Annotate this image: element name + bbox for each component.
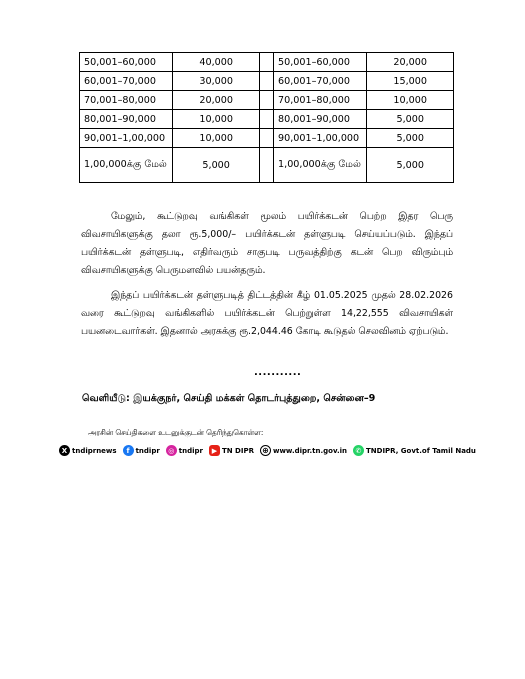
social-instagram[interactable] xyxy=(166,445,203,456)
table-cell: 40,000 xyxy=(173,53,260,72)
facebook-icon: f xyxy=(123,445,134,456)
table-cell: 20,000 xyxy=(173,91,260,110)
table-cell: 10,000 xyxy=(173,129,260,148)
social-label: tndiprnews xyxy=(72,446,117,455)
paragraph-bigger-farmers xyxy=(81,208,453,280)
table-row xyxy=(80,91,454,110)
table-cell: 20,000 xyxy=(367,53,454,72)
table-row xyxy=(80,148,454,183)
table-cell: 5,000 xyxy=(367,110,454,129)
table-cell: 1,00,000க்கு மேல் xyxy=(80,148,173,183)
social-bar xyxy=(59,445,476,456)
social-label: tndipr xyxy=(178,446,203,455)
table-row xyxy=(80,53,454,72)
table-cell: 80,001–90,000 xyxy=(274,110,367,129)
table-cell: 5,000 xyxy=(367,148,454,183)
paragraph-beneficiaries xyxy=(81,287,453,341)
table-cell: 30,000 xyxy=(173,72,260,91)
follow-text: அரசின் செய்திகளை உடனுக்குடன் தெரிந்துகொள்ள: xyxy=(88,428,264,437)
table-cell: 5,000 xyxy=(173,148,260,183)
table-row xyxy=(80,110,454,129)
table-row xyxy=(80,129,454,148)
social-label: TN DIPR xyxy=(221,446,254,455)
table-cell: 90,001–1,00,000 xyxy=(274,129,367,148)
table-cell: 50,001–60,000 xyxy=(80,53,173,72)
social-label: tndipr xyxy=(135,446,160,455)
table-cell: 70,001–80,000 xyxy=(274,91,367,110)
release-line: வெளியீடு: இயக்குநர், செய்தி மக்கள் தொடர்புத்துறை, சென்னை–9 xyxy=(82,393,376,404)
social-label: TNDIPR, Govt.of Tamil Nadu xyxy=(366,446,476,455)
table-cell: 10,000 xyxy=(367,91,454,110)
table-cell: 60,001–70,000 xyxy=(80,72,173,91)
social-x[interactable] xyxy=(59,445,117,456)
instagram-icon: ◎ xyxy=(166,445,177,456)
youtube-icon: ▶ xyxy=(209,445,220,456)
table-cell: 5,000 xyxy=(367,129,454,148)
paragraph-text: மேலும், கூட்டுறவு வங்கிகள் மூலம் பயிர்க்கடன் பெற்ற இதர பெரு விவசாயிகளுக்கு தலா ரூ.5,000/– பயிர்க்கடன் தள்ளுபடி செய்யப்படும். இந்தப் பயிர்க்கடன் தள்ளுபடி, எதிர்வரும் சாகுபடி பருவத்திற்கு கடன் பெற விரும்பும் விவசாயிகளுக்கு பெருமளவில் பயன்தரும். xyxy=(81,211,453,276)
x-icon: X xyxy=(59,445,70,456)
social-facebook[interactable] xyxy=(123,445,160,456)
table-cell: 50,001–60,000 xyxy=(274,53,367,72)
loan-waiver-table xyxy=(79,52,454,183)
web-icon: ⊕ xyxy=(260,445,271,456)
table-row xyxy=(80,72,454,91)
whatsapp-icon: ✆ xyxy=(353,445,364,456)
table-cell: 80,001–90,000 xyxy=(80,110,173,129)
table-cell: 60,001–70,000 xyxy=(274,72,367,91)
table-cell: 15,000 xyxy=(367,72,454,91)
social-whatsapp[interactable] xyxy=(353,445,476,456)
separator: ........... xyxy=(254,367,302,378)
social-web[interactable] xyxy=(260,445,347,456)
paragraph-text: இந்தப் பயிர்க்கடன் தள்ளுபடித் திட்டத்தின் கீழ் 01.05.2025 முதல் 28.02.2026 வரை கூட்டுறவு வங்கிகளில் பயிர்க்கடன் பெற்றுள்ள 14,22,555 விவசாயிகள் பயனடைவார்கள். இதனால் அரசுக்கு ரூ.2,044.46 கோடி கூடுதல் செலவினம் ஏற்படும். xyxy=(81,290,453,337)
social-label: www.dipr.tn.gov.in xyxy=(273,446,347,455)
table-cell: 70,001–80,000 xyxy=(80,91,173,110)
table-cell: 10,000 xyxy=(173,110,260,129)
table-cell: 1,00,000க்கு மேல் xyxy=(274,148,367,183)
table-cell: 90,001–1,00,000 xyxy=(80,129,173,148)
social-youtube[interactable] xyxy=(209,445,254,456)
